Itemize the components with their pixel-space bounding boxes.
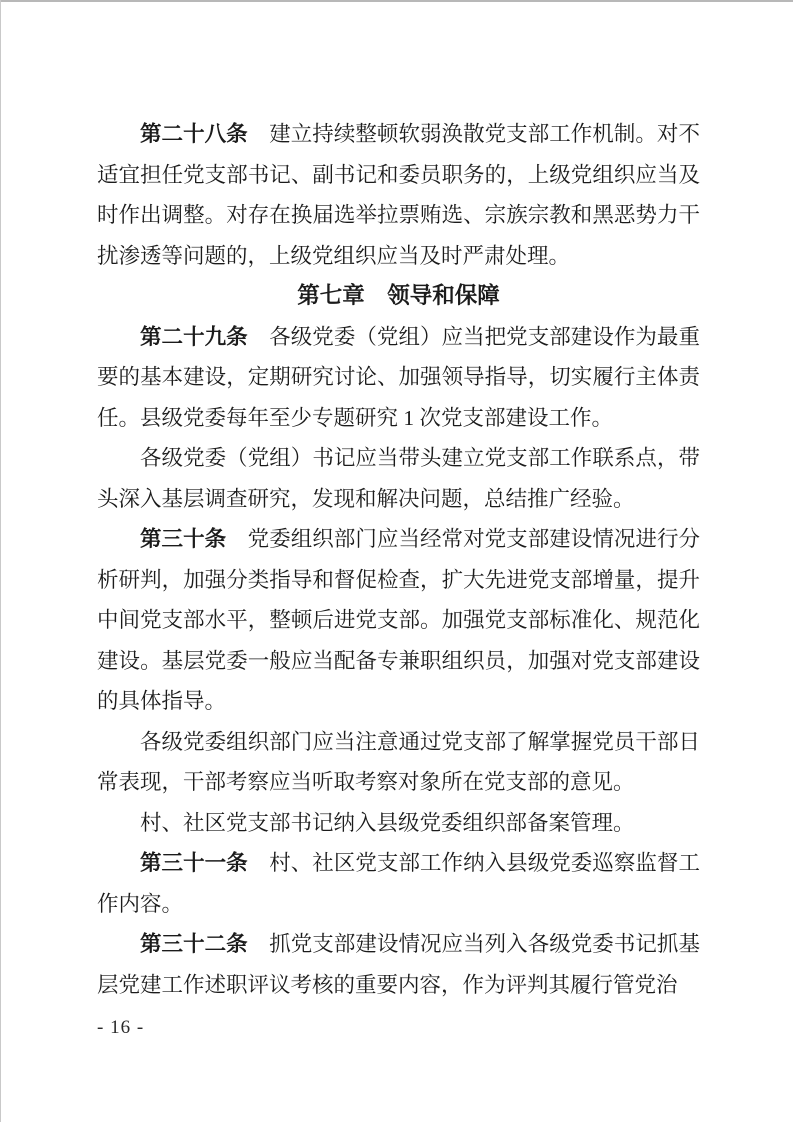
document-body <box>97 114 700 1005</box>
article-31-text: 村、社区党支部工作纳入县级党委巡察监督工作内容。 <box>97 851 700 916</box>
article-31-number: 第三十一条 <box>140 851 248 875</box>
article-32-paragraph <box>97 924 700 1005</box>
article-28-number: 第二十八条 <box>140 122 248 146</box>
article-31-paragraph <box>97 843 700 924</box>
paragraph-committee-secretary-contact-points: 各级党委（党组）书记应当带头建立党支部工作联系点，带头深入基层调查研究，发现和解决问题，总结推广经验。 <box>97 446 700 511</box>
article-32-text: 抓党支部建设情况应当列入各级党委书记抓基层党建工作述职评议考核的重要内容，作为评判其履行管党治 <box>97 932 700 997</box>
article-29-text: 各级党委（党组）应当把党支部建设作为最重要的基本建设，定期研究讨论、加强领导指导，切实履行主体责任。县级党委每年至少专题研究 1 次党支部建设工作。 <box>97 324 700 430</box>
article-32-number: 第三十二条 <box>140 932 248 956</box>
article-30-number: 第三十条 <box>140 527 227 551</box>
page-number: - 16 - <box>97 1017 145 1038</box>
scan-edge-left <box>0 0 1 1122</box>
paragraph-village-secretary-filing: 村、社区党支部书记纳入县级党委组织部备案管理。 <box>140 810 635 835</box>
paragraph-org-department-cadre-review: 各级党委组织部门应当注意通过党支部了解掌握党员干部日常表现，干部考察应当听取考察对象所在党支部的意见。 <box>97 729 700 794</box>
chapter-7-heading: 第七章 领导和保障 <box>297 283 500 308</box>
article-29-number: 第二十九条 <box>140 324 248 349</box>
article-29-paragraph <box>97 317 700 439</box>
article-28-paragraph <box>97 114 700 276</box>
scan-edge-top <box>0 0 793 2</box>
article-30-paragraph <box>97 519 700 722</box>
article-28-text: 建立持续整顿软弱涣散党支部工作机制。对不适宜担任党支部书记、副书记和委员职务的，上级党组织应当及时作出调整。对存在换届选举拉票贿选、宗族宗教和黑恶势力干扰渗透等问题的，上级党组织应当及时严肃处理。 <box>97 122 700 268</box>
article-30-text: 党委组织部门应当经常对党支部建设情况进行分析研判，加强分类指导和督促检查，扩大先进党支部增量，提升中间党支部水平，整顿后进党支部。加强党支部标准化、规范化建设。基层党委一般应当配备专兼职组织员，加强对党支部建设的具体指导。 <box>97 527 700 713</box>
